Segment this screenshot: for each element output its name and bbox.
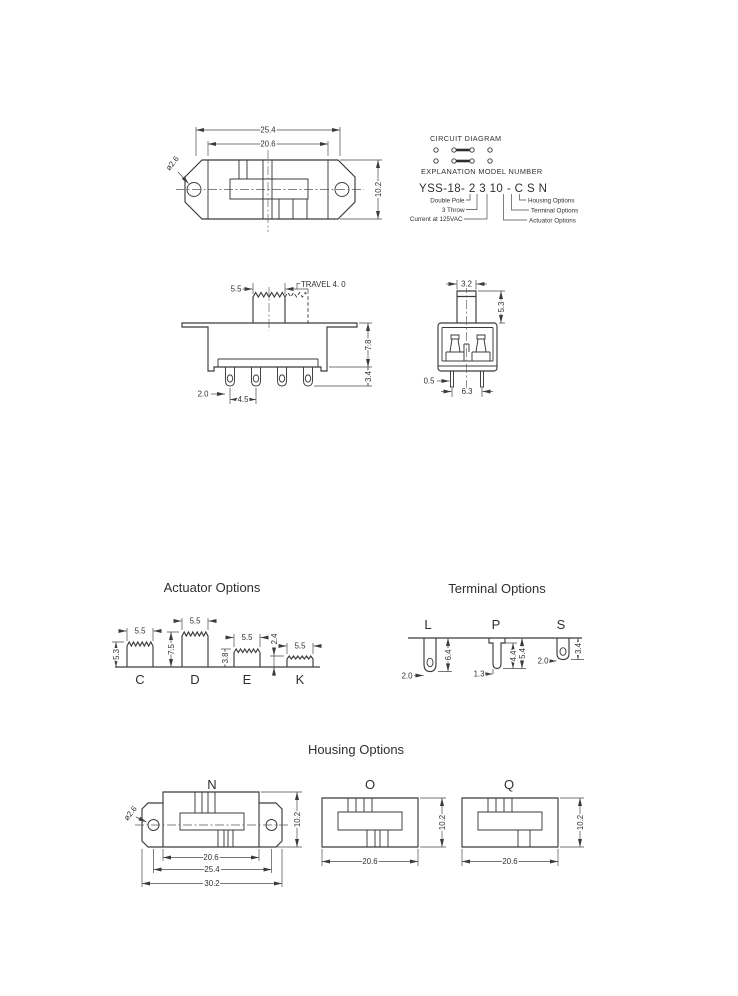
callout-housing-options: Housing Options <box>528 197 575 205</box>
side-dim-terminal-width-label: 2.0 <box>197 389 209 399</box>
contact-dot <box>452 148 456 152</box>
housing-o-outline <box>322 798 418 847</box>
terminal-p-width-label: 1.3 <box>473 669 485 679</box>
actuator-label-c: C <box>135 672 145 687</box>
actuator-shape-e <box>234 649 260 667</box>
callout-current: Current at 125VAC <box>409 216 463 224</box>
housing-options <box>122 742 585 888</box>
housing-o-internal <box>338 798 402 847</box>
callout-actuator-options: Actuator Options <box>529 217 576 225</box>
actuator-label-e: E <box>242 672 252 687</box>
actuator-d-width-label: 5.5 <box>189 616 201 626</box>
housing-q-extension-lines <box>462 798 584 866</box>
housing-q-outline <box>462 798 558 847</box>
explanation-title: EXPLANATION MODEL NUMBER <box>421 167 543 176</box>
actuator-options-title: Actuator Options <box>163 580 261 595</box>
circuit-diagram <box>410 134 578 224</box>
circuit-title: CIRCUIT DIAGRAM <box>430 134 502 143</box>
side-travel-label: TRAVEL 4. 0 <box>301 280 346 289</box>
terminal-l-hole <box>427 658 433 666</box>
actuator-e-height-label: 3.8 <box>221 652 230 664</box>
housing-o-width-label: 20.6 <box>362 857 378 866</box>
top-view-centerlines <box>176 150 364 232</box>
side-view-terminals <box>226 367 313 386</box>
end-dim-actuator-height-label: 5.3 <box>497 301 506 313</box>
actuator-label-d: D <box>190 672 200 687</box>
end-view-pins <box>451 371 484 387</box>
terminal-s-width-label: 2.0 <box>537 656 549 666</box>
contact-dot <box>470 148 474 152</box>
top-view-hole-leader <box>178 172 189 184</box>
side-dim-terminal-length-label: 3.4 <box>364 371 373 382</box>
top-view-dim-hole-label: ø2.6 <box>164 154 181 173</box>
top-view-dim-height-label: 10.2 <box>374 181 383 198</box>
contact-dot <box>488 159 492 163</box>
terminal-hole <box>227 375 232 382</box>
housing-n-hole-leader <box>136 817 147 822</box>
top-view-dim-outer-label: 25.4 <box>260 125 276 135</box>
terminal-label-l: L <box>424 617 432 632</box>
side-view-actuator-ghost <box>285 293 308 324</box>
actuator-shape-d <box>182 632 208 667</box>
side-view-extension-lines <box>230 283 372 404</box>
terminal-label-p: P <box>491 617 501 632</box>
actuator-shape-k <box>287 656 313 667</box>
actuator-c-width-label: 5.5 <box>134 626 146 636</box>
housing-n-internal <box>180 792 244 847</box>
terminal-shape-s <box>557 638 569 660</box>
contact-dot <box>434 148 438 152</box>
side-view-base-band <box>218 359 318 367</box>
end-dim-pin-span-label: 6.3 <box>461 387 473 396</box>
contact-dot <box>488 148 492 152</box>
top-view-dim-inner-label: 20.6 <box>260 139 276 149</box>
housing-q-width-label: 20.6 <box>502 857 518 866</box>
housing-o-height-label: 10.2 <box>438 814 447 831</box>
callout-3-throw: 3 Throw <box>441 206 465 214</box>
callout-double-pole: Double Pole <box>430 197 465 205</box>
housing-o-extension-lines <box>322 798 446 866</box>
callout-terminal-options: Terminal Options <box>531 207 579 215</box>
top-view-extension-lines <box>196 127 382 219</box>
contact-dot <box>434 159 438 163</box>
actuator-d-height-label: 7.5 <box>167 644 176 655</box>
actuator-k-width-label: 5.5 <box>294 641 306 651</box>
actuator-shape-c <box>127 642 153 667</box>
housing-n-outline <box>142 792 282 847</box>
housing-n-height-label: 10.2 <box>293 811 302 828</box>
terminal-options-title: Terminal Options <box>448 581 546 596</box>
end-view <box>424 280 506 398</box>
terminal-s-length-label: 3.4 <box>574 643 583 654</box>
actuator-options <box>112 580 321 687</box>
terminal-l-length-label: 6.4 <box>444 649 453 661</box>
terminal-p-length-label: 5.4 <box>518 648 527 659</box>
side-dim-actuator-width-label: 5.5 <box>230 284 242 294</box>
housing-label-q: Q <box>503 777 515 792</box>
terminal-hole <box>305 375 310 382</box>
housing-n-hole-label: ø2.6 <box>122 804 139 823</box>
actuator-k-height-label: 2.4 <box>270 633 279 645</box>
housing-n-mid-label: 25.4 <box>204 865 220 874</box>
terminal-l-width-label: 2.0 <box>401 671 413 681</box>
housing-q-internal <box>478 798 542 847</box>
contact-dot <box>452 159 456 163</box>
housing-options-title: Housing Options <box>307 742 405 757</box>
actuator-c-height-label: 5.3 <box>112 649 121 660</box>
housing-n-inner-label: 20.6 <box>203 853 219 862</box>
end-view-contacts <box>446 335 490 361</box>
housing-n-outer-label: 30.2 <box>204 879 220 888</box>
top-view <box>164 126 383 233</box>
model-number: YSS-18- 2 3 10 - C S N <box>419 183 548 195</box>
housing-label-o: O <box>364 777 376 792</box>
side-view-body-outline <box>182 323 357 371</box>
side-dim-body-height-label: 7.8 <box>364 339 373 351</box>
end-dim-actuator-width-label: 3.2 <box>461 279 472 289</box>
actuator-e-width-label: 5.5 <box>241 633 253 642</box>
contact-dot <box>470 159 474 163</box>
terminal-shape-p <box>489 638 505 669</box>
terminal-hole <box>253 375 258 382</box>
model-leader-lines <box>464 194 529 220</box>
housing-q-height-label: 10.2 <box>576 814 585 831</box>
terminal-s-hole <box>560 648 566 656</box>
end-view-body <box>438 323 497 371</box>
terminal-p-inner-label: 4.4 <box>509 650 518 662</box>
terminal-hole <box>279 375 284 382</box>
circuit-contacts <box>434 148 492 163</box>
terminal-label-s: S <box>556 617 566 632</box>
side-dim-pitch-label: 4.5 <box>237 395 249 404</box>
housing-n-extension-lines <box>142 792 302 887</box>
actuator-label-k: K <box>295 672 305 687</box>
side-view <box>182 280 373 404</box>
housing-label-n: N <box>207 777 217 792</box>
terminal-options <box>402 581 584 681</box>
end-view-inner-frame <box>438 328 497 367</box>
end-dim-pin-thickness-label: 0.5 <box>423 376 435 386</box>
